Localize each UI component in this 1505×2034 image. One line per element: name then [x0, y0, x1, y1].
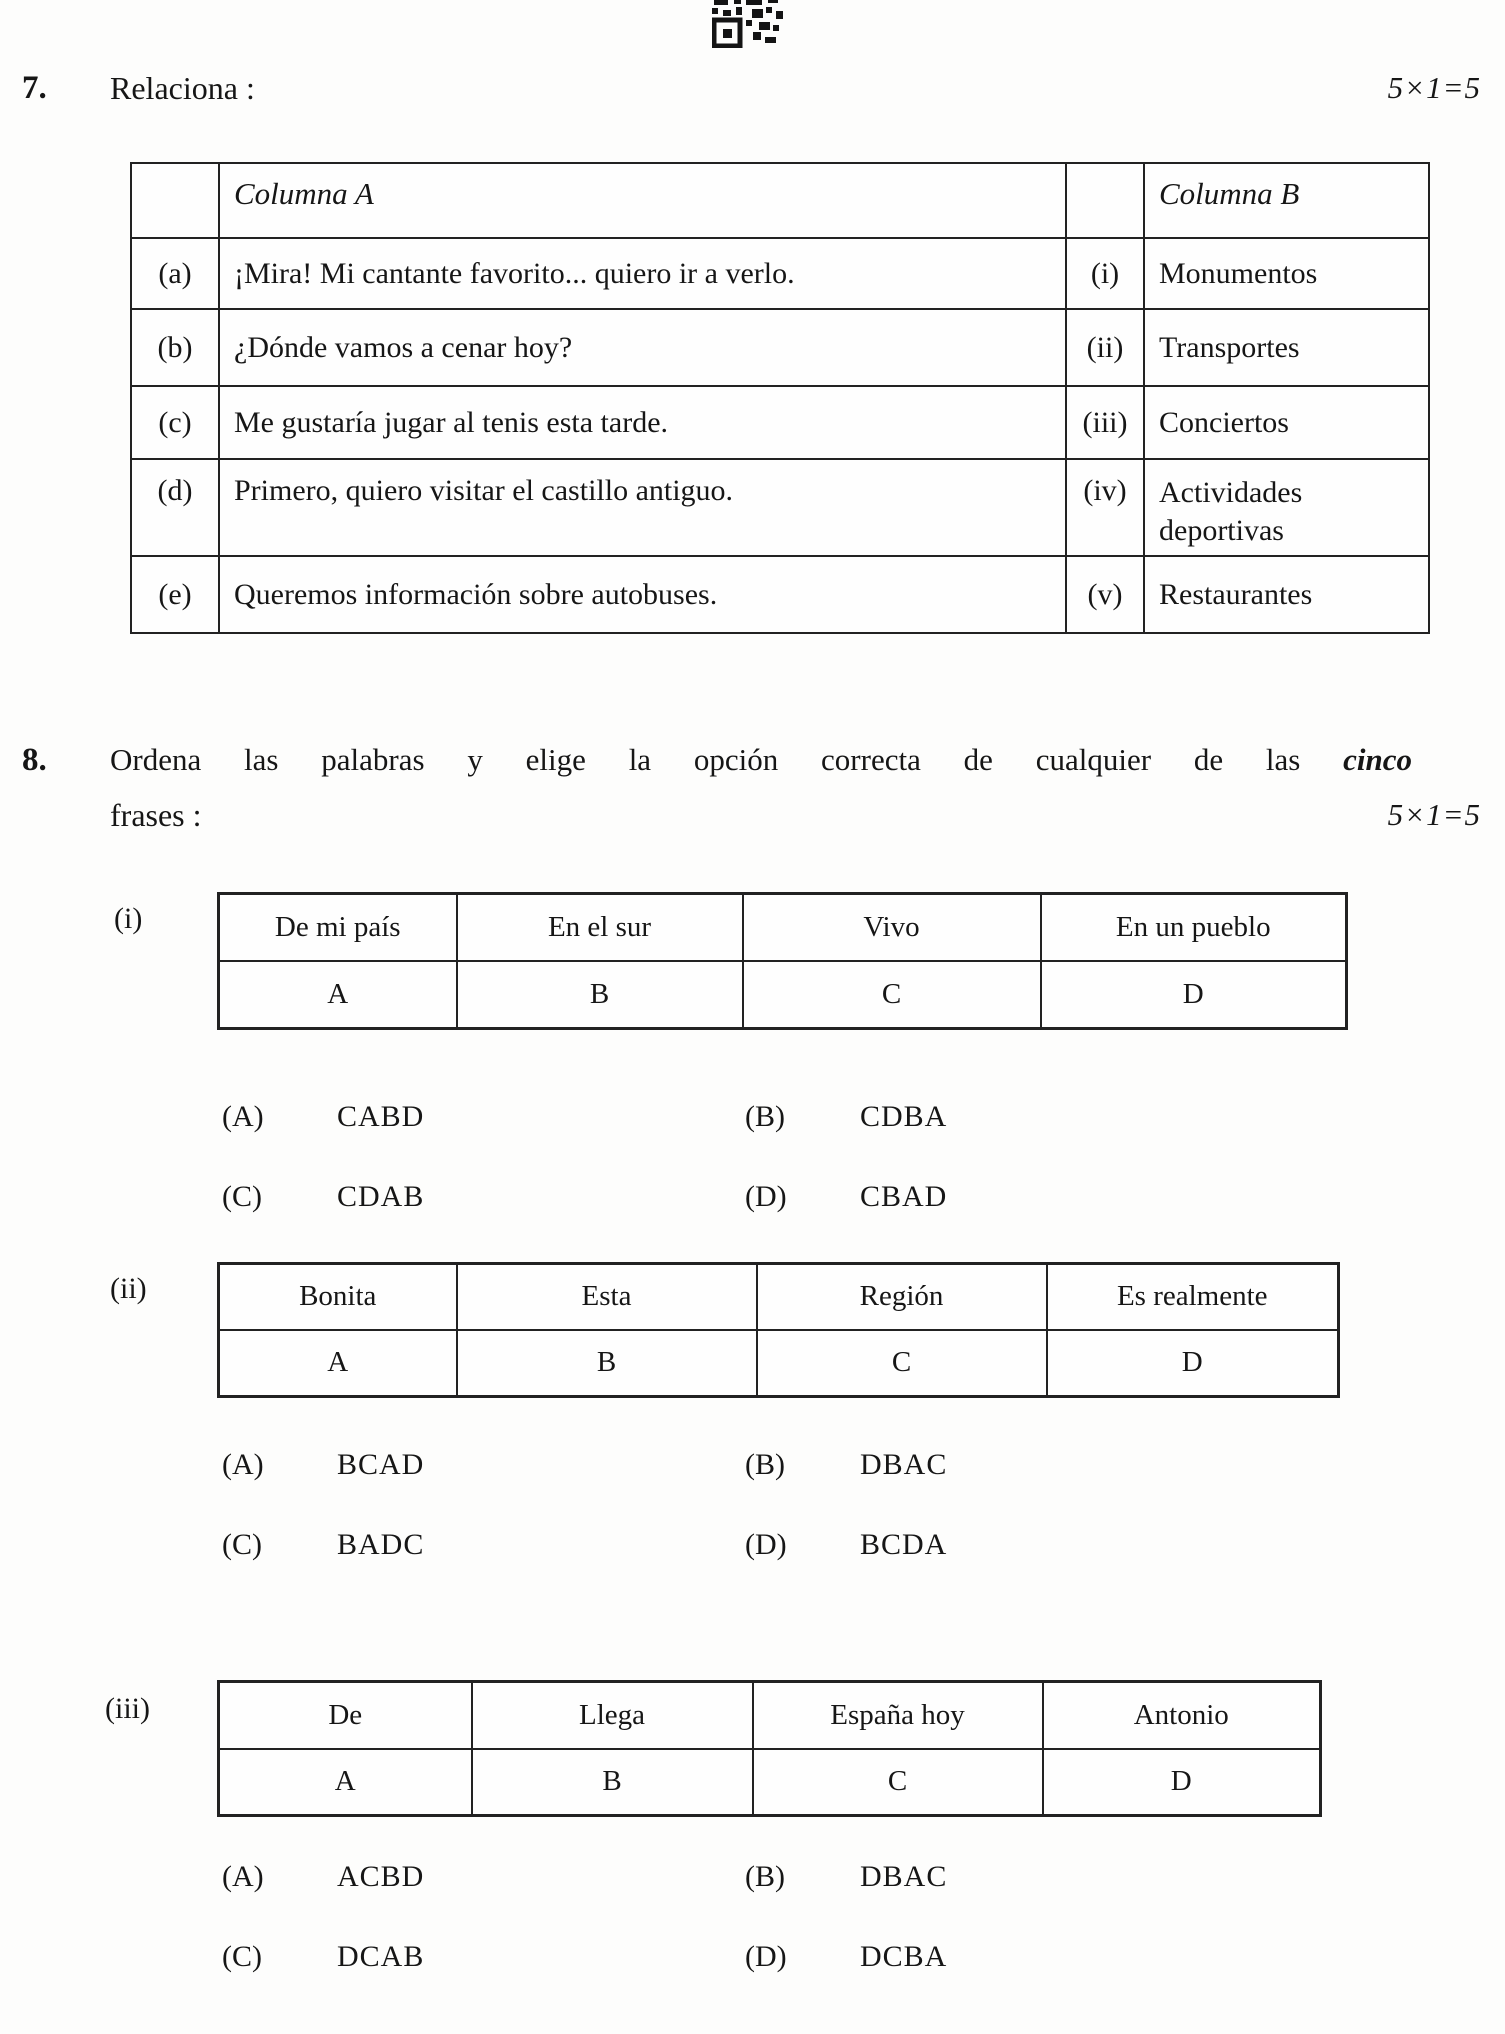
- option-key: (D): [745, 1180, 787, 1213]
- row-key: (e): [131, 556, 219, 633]
- columna-b-key: (i): [1066, 238, 1144, 309]
- row-key: (b): [131, 309, 219, 386]
- letter-cell: D: [1043, 1749, 1321, 1816]
- letter-cell: B: [457, 1330, 757, 1397]
- word-cell: En un pueblo: [1041, 894, 1347, 961]
- option-value: BCAD: [337, 1448, 425, 1481]
- option-value: DBAC: [860, 1860, 948, 1893]
- columna-b-text: Actividades deportivas: [1144, 459, 1429, 556]
- word-row: [219, 1682, 1321, 1749]
- empty-header-cell: [131, 163, 219, 238]
- word-row: [219, 894, 1347, 961]
- columna-b-key: (iv): [1066, 459, 1144, 556]
- letter-row: [219, 961, 1347, 1029]
- word-cell: Llega: [472, 1682, 753, 1749]
- question-7-marks: 5×1=5: [1387, 70, 1481, 105]
- letter-cell: C: [743, 961, 1041, 1029]
- option-value: CDAB: [337, 1180, 425, 1213]
- word-cell: Bonita: [219, 1264, 457, 1330]
- item-iii-label: (iii): [105, 1692, 150, 1725]
- option-value: BADC: [337, 1528, 425, 1561]
- option-key: (C): [222, 1528, 262, 1561]
- question-8-prompt-emphasis: cinco: [1343, 742, 1413, 777]
- word-cell: En el sur: [457, 894, 743, 961]
- option-key: (B): [745, 1860, 785, 1893]
- options-row: [217, 1940, 1317, 1980]
- word-order-table-iii: [217, 1680, 1322, 1817]
- word-cell: Vivo: [743, 894, 1041, 961]
- word-order-table-ii: [217, 1262, 1340, 1398]
- word-cell: De mi país: [219, 894, 457, 961]
- columna-b-text: Monumentos: [1144, 238, 1429, 309]
- word-cell: Es realmente: [1047, 1264, 1339, 1330]
- word-cell: Región: [757, 1264, 1047, 1330]
- options-row: [217, 1448, 1317, 1488]
- matching-table: [130, 162, 1430, 634]
- options-row: [217, 1860, 1317, 1900]
- letter-cell: C: [757, 1330, 1047, 1397]
- item-i-label: (i): [114, 902, 143, 935]
- matching-row-a: [131, 238, 1429, 309]
- option-key: (A): [222, 1448, 264, 1481]
- letter-row: [219, 1749, 1321, 1816]
- option-value: DBAC: [860, 1448, 948, 1481]
- letter-cell: D: [1041, 961, 1347, 1029]
- columna-b-header: Columna B: [1144, 163, 1429, 238]
- option-value: DCAB: [337, 1940, 425, 1973]
- letter-cell: B: [472, 1749, 753, 1816]
- option-key: (D): [745, 1528, 787, 1561]
- letter-cell: D: [1047, 1330, 1339, 1397]
- letter-cell: A: [219, 1330, 457, 1397]
- word-cell: España hoy: [753, 1682, 1043, 1749]
- matching-row-b: [131, 309, 1429, 386]
- columna-b-key: (ii): [1066, 309, 1144, 386]
- question-8-prompt-main: Ordena las palabras y elige la opción correcta de cualquier de las: [110, 742, 1301, 777]
- option-value: CBAD: [860, 1180, 948, 1213]
- columna-b-key: (v): [1066, 556, 1144, 633]
- option-value: CDBA: [860, 1100, 948, 1133]
- word-order-table-i: [217, 892, 1348, 1030]
- row-key: (c): [131, 386, 219, 459]
- word-cell: De: [219, 1682, 472, 1749]
- qr-code-icon: [712, 0, 786, 53]
- columna-a-header: Columna A: [219, 163, 1066, 238]
- option-value: ACBD: [337, 1860, 425, 1893]
- row-key: (a): [131, 238, 219, 309]
- word-cell: Antonio: [1043, 1682, 1321, 1749]
- option-value: CABD: [337, 1100, 425, 1133]
- matching-row-c: [131, 386, 1429, 459]
- question-8-prompt-line2: frases :: [110, 797, 202, 833]
- option-key: (C): [222, 1180, 262, 1213]
- columna-b-text: Transportes: [1144, 309, 1429, 386]
- options-row: [217, 1180, 1317, 1220]
- option-value: DCBA: [860, 1940, 948, 1973]
- matching-row-d: [131, 459, 1429, 556]
- option-key: (D): [745, 1940, 787, 1973]
- row-key: (d): [131, 459, 219, 556]
- question-8-marks: 5×1=5: [1387, 797, 1481, 832]
- option-key: (A): [222, 1100, 264, 1133]
- question-7-number: 7.: [22, 70, 47, 106]
- matching-row-e: [131, 556, 1429, 633]
- columna-a-text: Me gustaría jugar al tenis esta tarde.: [219, 386, 1066, 459]
- options-row: [217, 1100, 1317, 1140]
- question-8-prompt: [110, 742, 1412, 778]
- options-row: [217, 1528, 1317, 1568]
- columna-a-text: ¡Mira! Mi cantante favorito... quiero ir a verlo.: [219, 238, 1066, 309]
- columna-b-key: (iii): [1066, 386, 1144, 459]
- option-key: (B): [745, 1100, 785, 1133]
- option-key: (A): [222, 1860, 264, 1893]
- letter-cell: A: [219, 1749, 472, 1816]
- letter-cell: A: [219, 961, 457, 1029]
- matching-header-row: [131, 163, 1429, 238]
- question-7-prompt: Relaciona :: [110, 70, 255, 106]
- letter-cell: B: [457, 961, 743, 1029]
- letter-row: [219, 1330, 1339, 1397]
- question-8-number: 8.: [22, 742, 47, 778]
- item-ii-label: (ii): [110, 1272, 147, 1305]
- word-cell: Esta: [457, 1264, 757, 1330]
- columna-b-text: Conciertos: [1144, 386, 1429, 459]
- option-key: (B): [745, 1448, 785, 1481]
- empty-header-cell: [1066, 163, 1144, 238]
- columna-a-text: Primero, quiero visitar el castillo antiguo.: [219, 459, 1066, 556]
- columna-a-text: ¿Dónde vamos a cenar hoy?: [219, 309, 1066, 386]
- columna-a-text: Queremos información sobre autobuses.: [219, 556, 1066, 633]
- word-row: [219, 1264, 1339, 1330]
- letter-cell: C: [753, 1749, 1043, 1816]
- columna-b-text: Restaurantes: [1144, 556, 1429, 633]
- option-value: BCDA: [860, 1528, 948, 1561]
- option-key: (C): [222, 1940, 262, 1973]
